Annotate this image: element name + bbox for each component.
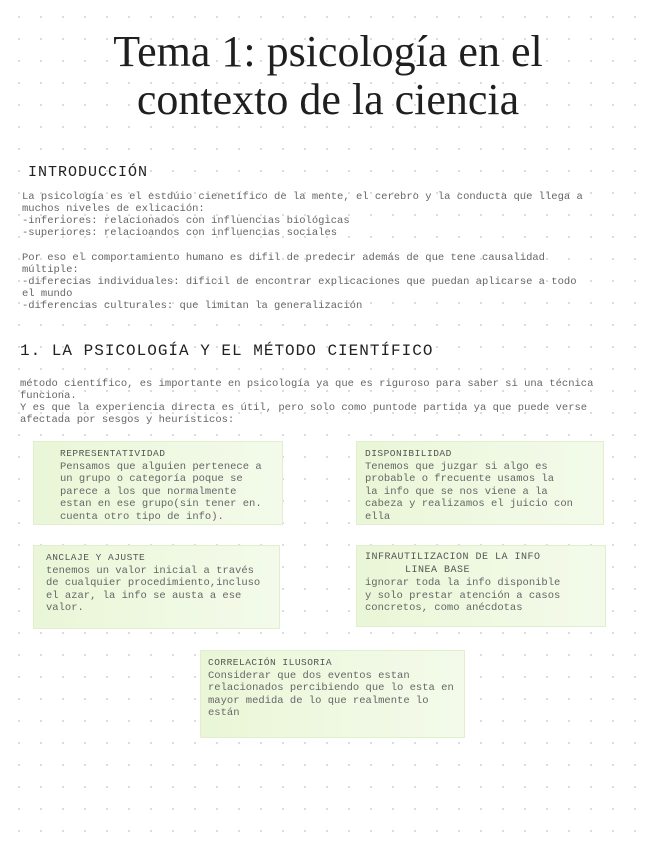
box-correlacion-ilusoria bbox=[200, 650, 465, 738]
section-1-paragraph: método científico, es importante en psicología ya que es riguroso para saber si una técnica funciona. Y es que la experiencia directa es útil, pero solo como puntode partida ya que puede verse afectada por sesgos y heurísticos: bbox=[20, 378, 594, 426]
box-infrautilizacion bbox=[356, 545, 606, 627]
intro-paragraph-1: La psicología es el estdúio cienetífico de la mente, el cerebro y la conducta que llega a muchos niveles de exlicación: -inferiores: relacionados con influencias biológicas -superiores: relacioandos con influencias sociales bbox=[22, 191, 583, 239]
box-body: Considerar que dos eventos estan relacionados percibiendo que lo esta en mayor medida de lo que realmente lo están bbox=[208, 669, 454, 719]
box-body: Tenemos que juzgar si algo es probable o frecuente usamos la la info que se nos viene a la cabeza y realizamos el juicio con ella bbox=[365, 460, 573, 523]
box-body: ignorar toda la info disponible y solo prestar atención a casos concretos, como anécdotas bbox=[365, 577, 561, 614]
box-body: Pensamos que alguien pertenece a un grupo o categoría poque se parece a los que normalmente estan en ese grupo(sin tener en. cuenta otro tipo de info). bbox=[60, 460, 262, 523]
page-title bbox=[0, 28, 656, 124]
page-title-line-1: Tema 1: psicología en el bbox=[113, 27, 543, 76]
section-1-heading: 1. LA PSICOLOGÍA Y EL MÉTODO CIENTÍFICO bbox=[20, 342, 434, 360]
box-title: REPRESENTATIVIDAD bbox=[60, 448, 166, 459]
box-disponibilidad bbox=[356, 441, 604, 525]
intro-heading: INTRODUCCIÓN bbox=[28, 164, 149, 181]
box-title: CORRELACIÓN ILUSORIA bbox=[208, 657, 333, 668]
box-title: DISPONIBILIDAD bbox=[365, 448, 452, 459]
box-anclaje-y-ajuste bbox=[33, 545, 280, 629]
page-title-line-2: contexto de la ciencia bbox=[136, 75, 520, 124]
box-title-line-2: LINEA BASE bbox=[405, 564, 471, 576]
intro-paragraph-2: Por eso el comportamiento humano es difil de predecir además de que tene causalidad múltiple: -diferecias individuales: dificil de encontrar explicaciones que puedan aplicarse a todo el mundo -diferencias culturales: que limitan la generalización bbox=[22, 252, 577, 312]
box-title-line-1: INFRAUTILIZACION DE LA INFO bbox=[365, 552, 541, 563]
box-body: tenemos un valor inicial a través de cualquier procedimiento,incluso el azar, la info se austa a ese valor. bbox=[46, 564, 261, 614]
box-representatividad bbox=[33, 441, 283, 525]
box-title: ANCLAJE Y AJUSTE bbox=[46, 552, 146, 563]
